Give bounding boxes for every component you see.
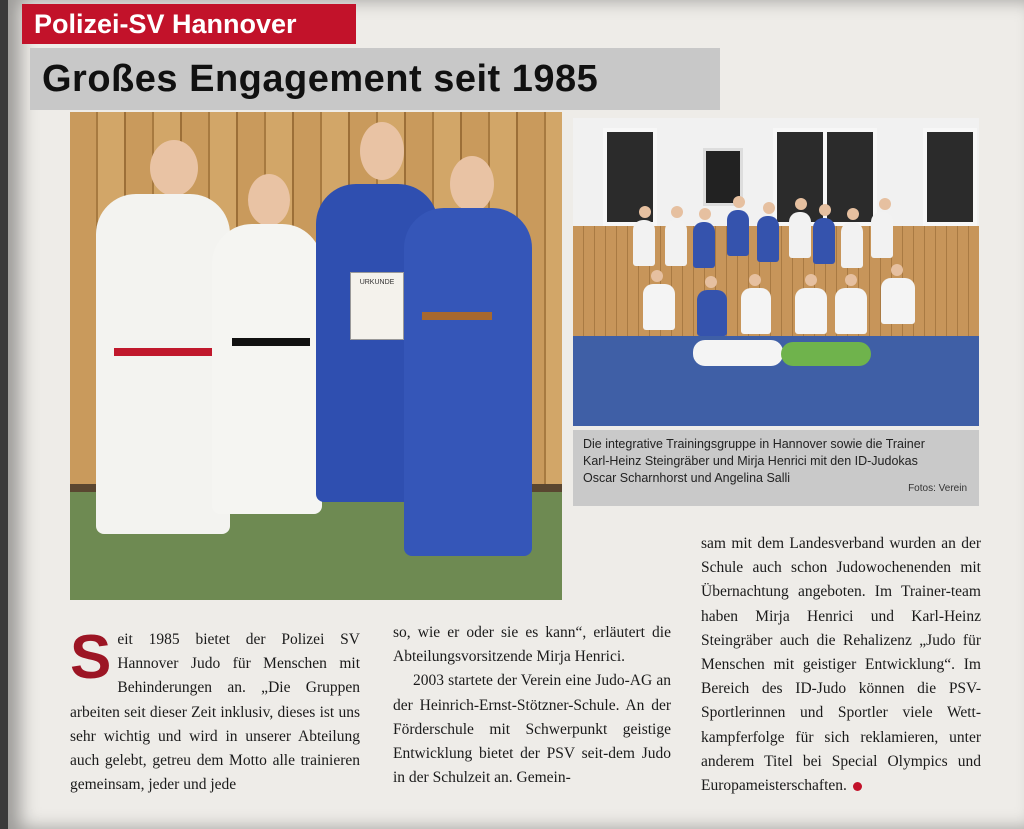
group-member xyxy=(693,222,715,268)
red-white-belt xyxy=(114,348,224,356)
photo-training-group xyxy=(573,118,979,426)
magazine-page xyxy=(8,0,1024,829)
person-head xyxy=(360,122,404,180)
person-head xyxy=(705,276,717,288)
article-headline: Großes Engagement seit 1985 xyxy=(30,48,720,110)
caption-line-2: Karl-Heinz Steingräber und Mirja Henrici mit den ID-Judokas xyxy=(583,454,918,468)
article-column-3 xyxy=(701,532,981,798)
group-member xyxy=(633,220,655,266)
person-head xyxy=(248,174,290,226)
person-head xyxy=(749,274,761,286)
article-column-1 xyxy=(70,623,360,797)
lying-member-white xyxy=(693,340,783,366)
brown-belt xyxy=(422,312,492,320)
person-head xyxy=(805,274,817,286)
photo-credit: Fotos: Verein xyxy=(908,483,967,494)
photo-caption xyxy=(573,430,979,506)
person-head xyxy=(847,208,859,220)
section-kicker: Polizei-SV Hannover xyxy=(22,4,356,44)
window xyxy=(923,128,977,226)
certificate xyxy=(350,272,404,340)
person-white-gi-1 xyxy=(96,194,230,534)
caption-line-3: Oscar Scharnhorst und Angelina Salli xyxy=(583,471,791,485)
article-paragraph: 2003 startete der Verein eine Judo-AG an der Heinrich-Ernst-Stötzner-Schule. An der Förderschule mit Schwerpunkt geistige Entwicklung bietet der PSV seit-dem Judo in der Schulzeit an. Gemein- xyxy=(393,672,671,787)
person-head xyxy=(450,156,494,212)
person-head xyxy=(891,264,903,276)
black-belt xyxy=(232,338,310,346)
person-blue-gi-2 xyxy=(404,208,532,556)
group-member xyxy=(813,218,835,264)
group-member xyxy=(795,288,827,334)
person-head xyxy=(795,198,807,210)
person-white-gi-2 xyxy=(212,224,322,514)
photo-trainers-judokas xyxy=(70,112,562,600)
group-member xyxy=(665,220,687,266)
person-head xyxy=(651,270,663,282)
group-member xyxy=(697,290,727,336)
group-member xyxy=(835,288,867,334)
group-member xyxy=(789,212,811,258)
group-member xyxy=(871,212,893,258)
group-member xyxy=(881,278,915,324)
person-head xyxy=(763,202,775,214)
person-head xyxy=(150,140,198,196)
group-member xyxy=(643,284,675,330)
group-member xyxy=(841,222,863,268)
end-mark-icon xyxy=(853,782,862,791)
article-paragraph: so, wie er oder sie es kann“, erläutert die Abteilungsvorsitzende Mirja Henrici. xyxy=(393,624,671,666)
group-member xyxy=(727,210,749,256)
caption-line-1: Die integrative Trainingsgruppe in Hannover sowie die Trainer xyxy=(583,437,925,451)
article-column-2 xyxy=(393,621,671,790)
group-member xyxy=(757,216,779,262)
drop-cap: S xyxy=(70,623,112,692)
lying-member-green xyxy=(781,342,871,366)
certificate-title: URKUNDE xyxy=(359,279,395,286)
group-member xyxy=(741,288,771,334)
article-paragraph: eit 1985 bietet der Polizei SV Hannover Judo für Menschen mit Behinderungen an. „Die Gruppen arbeiten seit dieser Zeit inklusiv, dieses ist uns sehr wichtig und wird in unserer Abteilung auch gelebt, getreu dem Motto alle trainieren gemeinsam, jeder und jede xyxy=(70,631,360,794)
article-paragraph xyxy=(701,532,981,798)
person-head xyxy=(819,204,831,216)
article-paragraph-text: sam mit dem Landesverband wurden an der Schule auch schon Judowochenenden mit Übernachtung angeboten. Im Trainer-team haben Mirja Henrici und Karl-Heinz Steingräber auch die Rehalizenz „Judo für Menschen mit geistiger Entwicklung“. Im Bereich des ID-Judo können die PSV-Sportlerinnen und Sportler viele Wett-kampferfolge für sich reklamieren, unter anderem Titel bei Special Olympics und Europameisterschaften. xyxy=(701,535,981,795)
person-head xyxy=(671,206,683,218)
person-head xyxy=(699,208,711,220)
person-head xyxy=(733,196,745,208)
person-head xyxy=(639,206,651,218)
person-head xyxy=(879,198,891,210)
person-head xyxy=(845,274,857,286)
